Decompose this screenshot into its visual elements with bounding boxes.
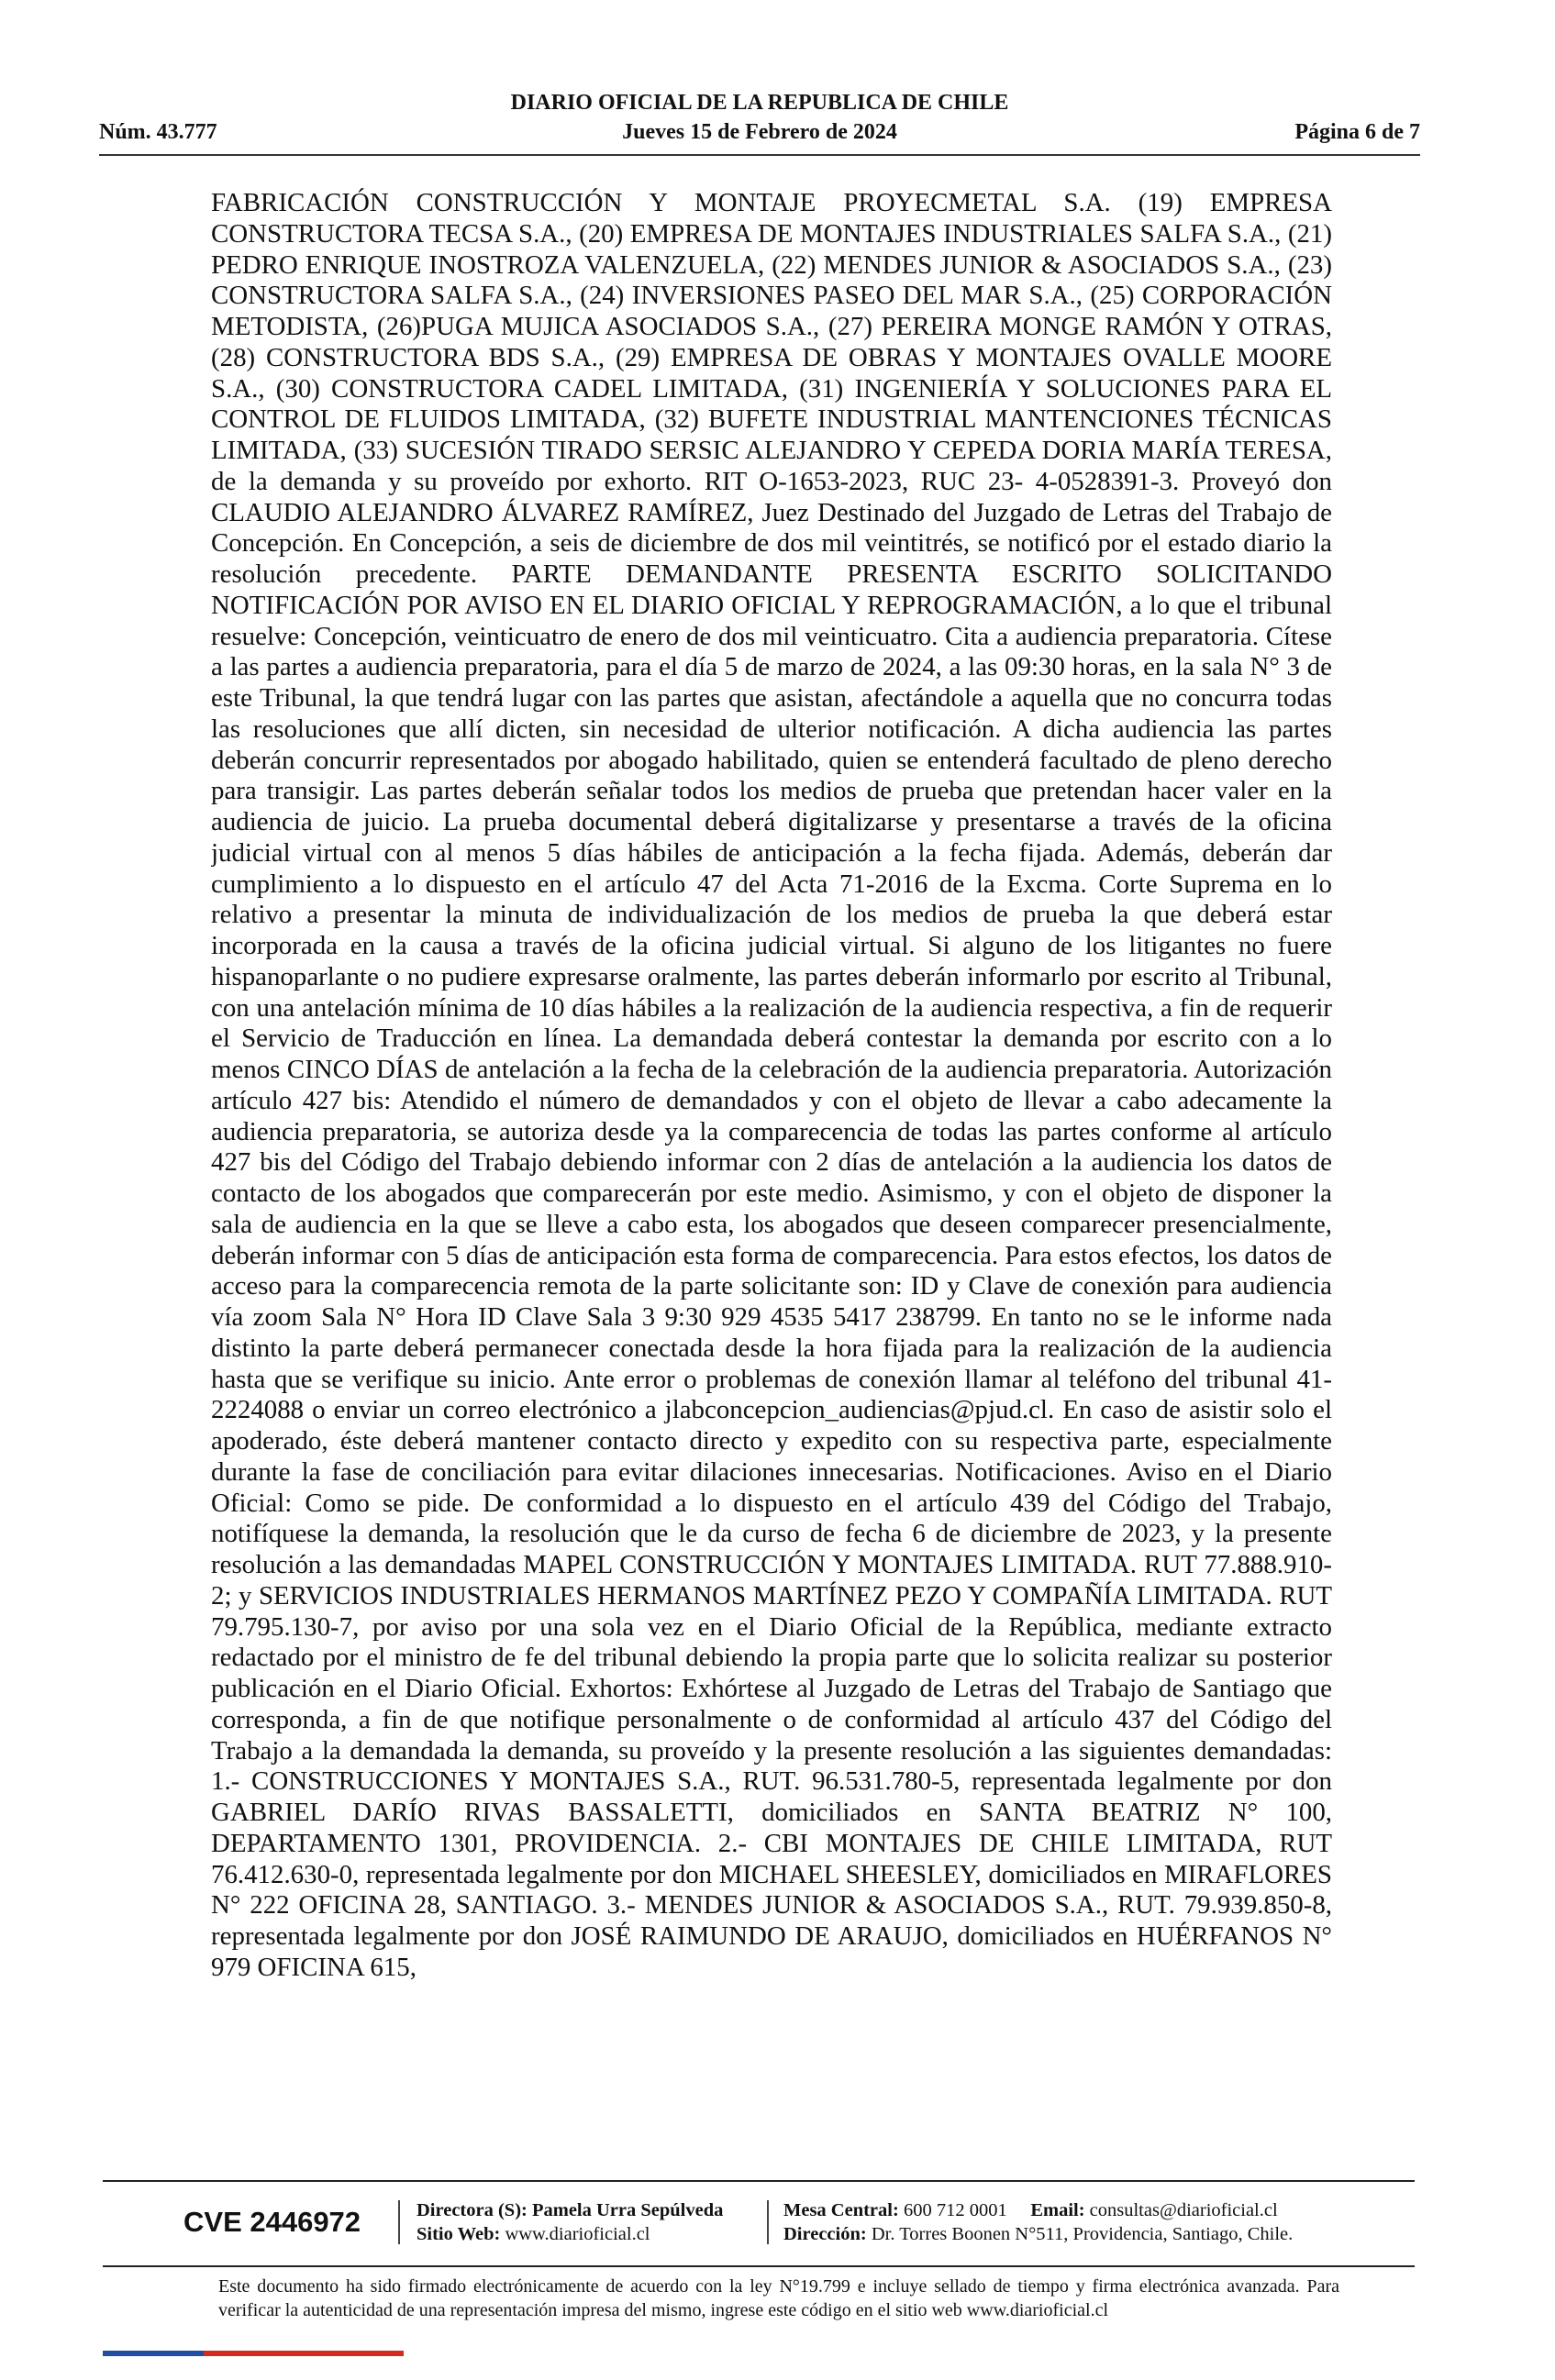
mesa-phone: 600 712 0001 — [903, 2200, 1007, 2220]
flag-blue-band — [103, 2351, 204, 2356]
flag-red-band — [204, 2351, 404, 2356]
signature-disclaimer: Este documento ha sido firmado electrónicamente de acuerdo con la ley N°19.799 e incluye sellado de tiempo y firma electrónica avanzada. Para verificar la autenticidad de una representación impresa del mismo, ingrese este código en el sitio web www.diarioficial.cl — [218, 2276, 1339, 2320]
issue-date: Jueves 15 de Febrero de 2024 — [622, 120, 897, 144]
email-link[interactable]: consultas@diarioficial.cl — [1089, 2200, 1278, 2220]
directora-label: Directora (S): Pamela Urra Sepúlveda — [417, 2200, 724, 2220]
page-header — [99, 88, 1420, 152]
email-label: Email: — [1030, 2200, 1085, 2220]
page-number: Página 6 de 7 — [1294, 120, 1420, 144]
cve-code: CVE 2446972 — [183, 2206, 361, 2238]
footer-editorial — [417, 2198, 723, 2246]
page-footer — [103, 2186, 1415, 2261]
header-divider — [99, 154, 1420, 156]
publication-title: DIARIO OFICIAL DE LA REPUBLICA DE CHILE — [510, 91, 1009, 115]
direccion-label: Dirección: — [783, 2224, 867, 2244]
footer-contact — [783, 2198, 1293, 2246]
footer-divider-bottom — [103, 2265, 1415, 2267]
footer-separator — [767, 2200, 769, 2244]
sitio-label: Sitio Web: — [417, 2224, 501, 2244]
footer-divider-top — [103, 2180, 1415, 2182]
footer-separator — [398, 2200, 400, 2244]
sitio-link[interactable]: www.diarioficial.cl — [505, 2224, 650, 2244]
issue-number: Núm. 43.777 — [99, 120, 217, 144]
mesa-label: Mesa Central: — [783, 2200, 899, 2220]
notice-body: FABRICACIÓN CONSTRUCCIÓN Y MONTAJE PROYECMETAL S.A. (19) EMPRESA CONSTRUCTORA TECSA S.A., (20) EMPRESA DE MONTAJES INDUSTRIALES SALFA S.A., (21) PEDRO ENRIQUE INOSTROZA VALENZUELA, (22) MENDES JUNIOR & ASOCIADOS S.A., (23) CONSTRUCTORA SALFA S.A., (24) INVERSIONES PASEO DEL MAR S.A., (25) CORPORACIÓN METODISTA, (26)PUGA MUJICA ASOCIADOS S.A., (27) PEREIRA MONGE RAMÓN Y OTRAS, (28) CONSTRUCTORA BDS S.A., (29) EMPRESA DE OBRAS Y MONTAJES OVALLE MOORE S.A., (30) CONSTRUCTORA CADEL LIMITADA, (31) INGENIERÍA Y SOLUCIONES PARA EL CONTROL DE FLUIDOS LIMITADA, (32) BUFETE INDUSTRIAL MANTENCIONES TÉCNICAS LIMITADA, (33) SUCESIÓN TIRADO SERSIC ALEJANDRO Y CEPEDA DORIA MARÍA TERESA, de la demanda y su proveído por exhorto. RIT O-1653-2023, RUC 23- 4-0528391-3. Proveyó don CLAUDIO ALEJANDRO ÁLVAREZ RAMÍREZ, Juez Destinado del Juzgado de Letras del Trabajo de Concepción. En Concepción, a seis de diciembre de dos mil veintitrés, se notificó por el estado diario la resolución precedente. PARTE DEMANDANTE PRESENTA ESCRITO SOLICITANDO NOTIFICACIÓN POR AVISO EN EL DIARIO OFICIAL Y REPROGRAMACIÓN, a lo que el tribunal resuelve: Concepción, veinticuatro de enero de dos mil veinticuatro. Cita a audiencia preparatoria. Cítese a las partes a audiencia preparatoria, para el día 5 de marzo de 2024, a las 09:30 horas, en la sala N° 3 de este Tribunal, la que tendrá lugar con las partes que asistan, afectándole a aquella que no concurra todas las resoluciones que allí dicten, sin necesidad de ulterior notificación. A dicha audiencia las partes deberán concurrir representados por abogado habilitado, quien se entenderá facultado de pleno derecho para transigir. Las partes deberán señalar todos los medios de prueba que pretendan hacer valer en la audiencia de juicio. La prueba documental deberá digitalizarse y presentarse a través de la oficina judicial virtual con al menos 5 días hábiles de anticipación a la fecha fijada. Además, deberán dar cumplimiento a lo dispuesto en el artículo 47 del Acta 71-2016 de la Excma. Corte Suprema en lo relativo a presentar la minuta de individualización de los medios de prueba la que deberá estar incorporada en la causa a través de la oficina judicial virtual. Si alguno de los litigantes no fuere hispanoparlante o no pudiere expresarse oralmente, las partes deberán informarlo por escrito al Tribunal, con una antelación mínima de 10 días hábiles a la realización de la audiencia respectiva, a fin de requerir el Servicio de Traducción en línea. La demandada deberá contestar la demanda por escrito con a lo menos CINCO DÍAS de antelación a la fecha de la celebración de la audiencia preparatoria. Autorización artículo 427 bis: Atendido el número de demandados y con el objeto de llevar a cabo adecamente la audiencia preparatoria, se autoriza desde ya la comparecencia de todas las partes conforme al artículo 427 bis del Código del Trabajo debiendo informar con 2 días de antelación a la audiencia los datos de contacto de los abogados que comparecerán por este medio. Asimismo, y con el objeto de disponer la sala de audiencia en la que se lleve a cabo esta, los abogados que deseen comparecer presencialmente, deberán informar con 5 días de anticipación esta forma de comparecencia. Para estos efectos, los datos de acceso para la comparecencia remota de la parte solicitante son: ID y Clave de conexión para audiencia vía zoom Sala N° Hora ID Clave Sala 3 9:30 929 4535 5417 238799. En tanto no se le informe nada distinto la parte deberá permanecer conectada desde la hora fijada para la realización de la audiencia hasta que se verifique su inicio. Ante error o problemas de conexión llamar al teléfono del tribunal 41- 2224088 o enviar un correo electrónico a jlabconcepcion_audiencias@pjud.cl. En caso de asistir solo el apoderado, éste deberá mantener contacto directo y expedito con su respectiva parte, especialmente durante la fase de conciliación para evitar dilaciones innecesarias. Notificaciones. Aviso en el Diario Oficial: Como se pide. De conformidad a lo dispuesto en el artículo 439 del Código del Trabajo, notifíquese la demanda, la resolución que le da curso de fecha 6 de diciembre de 2023, y la presente resolución a las demandadas MAPEL CONSTRUCCIÓN Y MONTAJES LIMITADA. RUT 77.888.910-2; y SERVICIOS INDUSTRIALES HERMANOS MARTÍNEZ PEZO Y COMPAÑÍA LIMITADA. RUT 79.795.130-7, por aviso por una sola vez en el Diario Oficial de la República, mediante extracto redactado por el ministro de fe del tribunal debiendo la propia parte que lo solicita realizar su posterior publicación en el Diario Oficial. Exhortos: Exhórtese al Juzgado de Letras del Trabajo de Santiago que corresponda, a fin de que notifique personalmente o de conformidad al artículo 437 del Código del Trabajo a la demandada la demanda, su proveído y la presente resolución a las siguientes demandadas: 1.- CONSTRUCCIONES Y MONTAJES S.A., RUT. 96.531.780-5, representada legalmente por don GABRIEL DARÍO RIVAS BASSALETTI, domiciliados en SANTA BEATRIZ N° 100, DEPARTAMENTO 1301, PROVIDENCIA. 2.- CBI MONTAJES DE CHILE LIMITADA, RUT 76.412.630-0, representada legalmente por don MICHAEL SHEESLEY, domiciliados en MIRAFLORES N° 222 OFICINA 28, SANTIAGO. 3.- MENDES JUNIOR & ASOCIADOS S.A., RUT. 79.939.850-8, representada legalmente por don JOSÉ RAIMUNDO DE ARAUJO, domiciliados en HUÉRFANOS N° 979 OFICINA 615, — [211, 188, 1332, 1982]
direccion-value: Dr. Torres Boonen N°511, Providencia, Santiago, Chile. — [871, 2224, 1294, 2244]
